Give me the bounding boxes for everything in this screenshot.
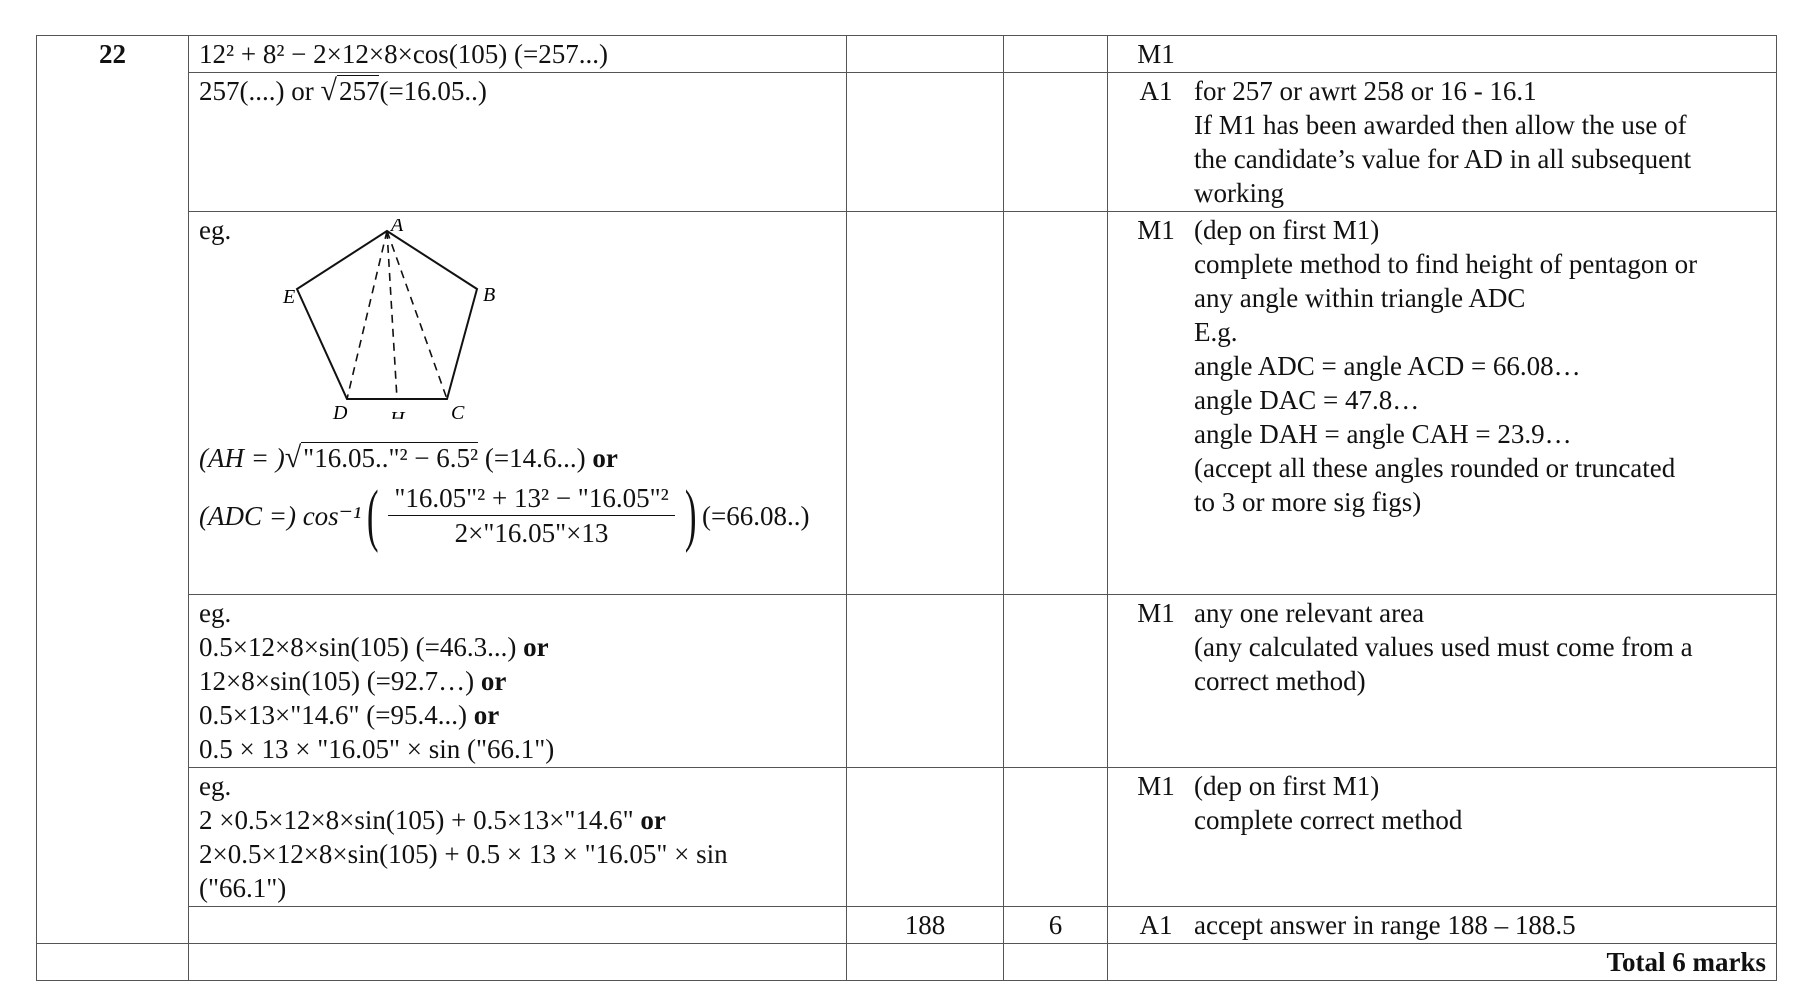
marks-cell: 6 <box>1004 907 1108 944</box>
working-suffix: (=16.05..) <box>379 76 487 106</box>
notes-cell <box>1108 595 1777 768</box>
note-line: correct method) <box>1194 666 1366 696</box>
working-cell <box>189 907 847 944</box>
working-cell: 257(....) or √257(=16.05..) <box>189 73 847 212</box>
mark-code: A1 <box>1139 76 1173 106</box>
note-line: any one relevant area <box>1194 598 1425 628</box>
answer-cell <box>847 212 1004 595</box>
marks-cell <box>1004 595 1108 768</box>
total-row <box>37 944 1777 981</box>
marks-cell <box>1004 36 1108 73</box>
working-cell <box>189 595 847 768</box>
mark-code: A1 <box>1139 910 1173 940</box>
marks-cell <box>1004 768 1108 907</box>
total-marks: Total 6 marks <box>1108 944 1777 981</box>
note-line: any angle within triangle ADC <box>1194 283 1526 313</box>
mark-code: M1 <box>1137 598 1175 628</box>
or-word: or <box>473 700 500 730</box>
or-word: or <box>592 443 618 473</box>
adc-suffix: (=66.08..) <box>702 500 810 531</box>
pentagon-diagram <box>277 219 517 419</box>
working-line: 2×0.5×12×8×sin(105) + 0.5 × 13 × "16.05" × sin <box>199 839 728 869</box>
table-row <box>37 595 1777 768</box>
mark-code: M1 <box>1137 215 1175 245</box>
working-line: 12×8×sin(105) (=92.7…) <box>199 666 475 696</box>
note-line: complete method to find height of pentagon or <box>1194 249 1698 279</box>
ah-suffix: (=14.6...) <box>484 443 586 473</box>
working-line: eg. <box>199 771 232 801</box>
table-row <box>37 768 1777 907</box>
working-cell <box>189 212 847 595</box>
answer-cell <box>847 595 1004 768</box>
note-line: working <box>1194 178 1284 208</box>
working-line: 2 ×0.5×12×8×sin(105) + 0.5×13×"14.6" <box>199 805 634 835</box>
vertex-label-d: D <box>333 402 348 419</box>
vertex-label-e: E <box>283 286 296 308</box>
note-line: angle DAH = angle CAH = 23.9… <box>1194 419 1572 449</box>
notes-cell <box>1108 212 1777 595</box>
sqrt-value: 257 <box>338 76 380 106</box>
note-line: (dep on first M1) <box>1194 771 1380 801</box>
note-line: angle DAC = 47.8… <box>1194 385 1420 415</box>
answer-cell <box>847 36 1004 73</box>
note-line: the candidate’s value for AD in all subsequent <box>1194 144 1692 174</box>
answer-cell: 188 <box>847 907 1004 944</box>
marks-cell <box>1004 212 1108 595</box>
question-number: 22 <box>37 36 189 944</box>
note-line: to 3 or more sig figs) <box>1194 487 1422 517</box>
working-line: 0.5 × 13 × "16.05" × sin ("66.1") <box>199 734 555 764</box>
working-cell <box>189 36 847 73</box>
or-word: or <box>480 666 507 696</box>
vertex-label-b: B <box>483 284 496 306</box>
working-line: eg. <box>199 598 232 628</box>
notes-cell <box>1108 768 1777 907</box>
table-row <box>37 212 1777 595</box>
adc-prefix: (ADC =) cos⁻¹ <box>199 500 362 531</box>
working-text: 12² + 8² − 2×12×8×cos(105) (=257...) <box>199 39 609 69</box>
mark-code: M1 <box>1137 39 1175 69</box>
table-row <box>37 36 1777 73</box>
note-line: (any calculated values used must come from a <box>1194 632 1693 662</box>
adc-denominator: 2×"16.05"×13 <box>454 518 609 548</box>
mark-scheme <box>36 35 1776 981</box>
ah-prefix: (AH = ) <box>199 443 285 473</box>
marks-cell <box>1004 73 1108 212</box>
adc-formula: (ADC =) cos⁻¹ ( $\frac{\text{"16.05"² + 13² − "16.05"²}}{2\times"16.05"\times 13}$ ) (=66.08..) <box>199 476 810 554</box>
or-word: or <box>523 632 549 662</box>
vertex-label-c: C <box>451 402 465 419</box>
note-line: (dep on first M1) <box>1194 215 1380 245</box>
table-row <box>37 73 1777 212</box>
or-word: or <box>640 805 666 835</box>
notes-cell <box>1108 907 1777 944</box>
vertex-label-a: A <box>391 219 404 236</box>
working-text: 257(....) or <box>199 76 314 106</box>
vertex-label-h: H <box>390 408 405 419</box>
ah-formula: (AH = )√"16.05.."² − 6.5² (=14.6...) or <box>199 441 618 474</box>
working-line: 0.5×12×8×sin(105) (=46.3...) <box>199 632 517 662</box>
note-line: accept answer in range 188 – 188.5 <box>1194 910 1576 940</box>
mark-code: M1 <box>1137 771 1175 801</box>
note-line: angle ADC = angle ACD = 66.08… <box>1194 351 1581 381</box>
answer-cell <box>847 73 1004 212</box>
note-line: for 257 or awrt 258 or 16 - 16.1 <box>1194 76 1537 106</box>
adc-numerator: "16.05"² + 13² − "16.05"² <box>388 481 674 516</box>
working-cell <box>189 768 847 907</box>
note-line: (accept all these angles rounded or truncated <box>1194 453 1676 483</box>
eg-label: eg. <box>199 215 232 245</box>
answer-cell <box>847 768 1004 907</box>
note-line: If M1 has been awarded then allow the use of <box>1194 110 1687 140</box>
mark-scheme-table <box>36 35 1777 981</box>
ah-sqrt: "16.05.."² − 6.5² <box>303 443 479 473</box>
table-row <box>37 907 1777 944</box>
note-line: E.g. <box>1194 317 1238 347</box>
working-line: ("66.1") <box>199 873 287 903</box>
notes-cell <box>1108 36 1777 73</box>
working-line: 0.5×13×"14.6" (=95.4...) <box>199 700 467 730</box>
notes-cell <box>1108 73 1777 212</box>
note-line: complete correct method <box>1194 805 1463 835</box>
